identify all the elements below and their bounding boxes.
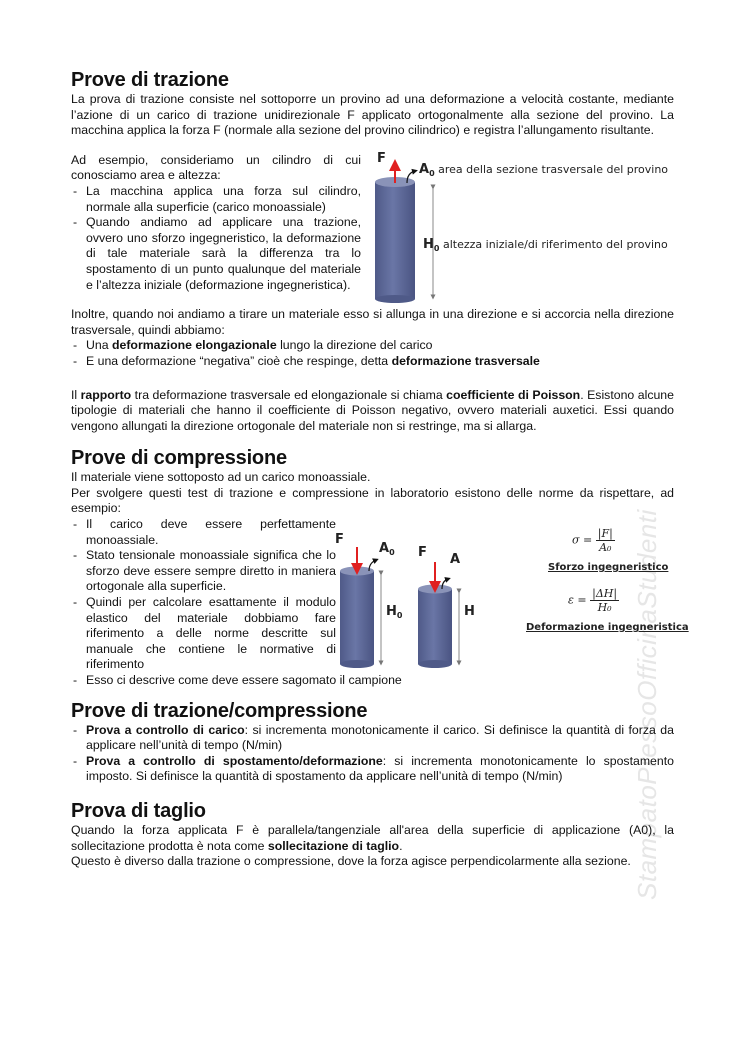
area-final-label: A: [450, 552, 461, 568]
list-item: - Quindi per calcolare esattamente il modulo elastico del materiale dobbiamo fare riferimento a delle norme descritte sul manuale che contiene le normative di riferimento: [71, 595, 336, 673]
list-item: - Quando andiamo ad applicare una trazione, ovvero uno sforzo ingegneristico, la deformazione di tale materiale sarà la differenza tra lo spostamento di un punto qualunque del materiale e l’altezza iniziale (deformazione ingegneristica).: [71, 215, 361, 293]
force-label: F: [418, 545, 427, 561]
section-title-trazione-compressione: Prove di trazione/compressione: [71, 699, 368, 722]
taglio-paragraph-1: Quando la forza applicata F è parallela/tangenziale all'area della superficie di applicazione (A0), la sollecitazione prodotta è nota come sollecitazione di taglio.: [71, 822, 674, 853]
poisson-paragraph: Il rapporto tra deformazione trasversale ed elongazionale si chiama coefficiente di Poisson. Esistono alcune tipologie di materiali che hanno il coefficiente di Poisson negativo, ovvero materiali auxetici. Essi quando vengono allungati la direzione ortogonale del materiale non si restringe, ma si allarga.: [71, 387, 674, 433]
cylinder-compressed: [418, 585, 452, 669]
trazione-more: Inoltre, quando noi andiamo a tirare un materiale esso si allunga in una direzione e si accorcia nella direzione trasversale, quindi abbiamo:: [71, 307, 674, 337]
taglio-paragraph-2: Questo è diverso dalla trazione o compressione, dove la forza agisce perpendicolarmente alla sezione.: [71, 854, 631, 869]
force-label: F: [377, 150, 386, 166]
section-title-trazione: Prove di trazione: [71, 69, 229, 91]
deformation-list: [71, 338, 674, 369]
area-initial-label: $A_0$: [379, 541, 395, 558]
formula-stress: σ = $\frac{|F|}{\text{A₀}}$: [572, 527, 613, 555]
list-item: - Stato tensionale monoassiale significa che lo sforzo deve essere sempre diretto in maniera ortogonale alla superficie.: [71, 548, 336, 595]
compressione-block: [71, 517, 689, 673]
list-item: - E una deformazione “negativa” cioè che respinge, detta deformazione trasversale: [71, 354, 674, 370]
height-label: $H_0$ altezza iniziale/di riferimento del provino: [423, 236, 668, 253]
watermark: StampatoPressoOfficinaStudenti: [632, 509, 662, 900]
compressione-list: [71, 517, 336, 673]
compressione-line1: Il materiale viene sottoposto ad un carico monoassiale.: [71, 470, 371, 485]
tensile-figure: [361, 150, 674, 293]
height-final-label: H: [464, 604, 475, 620]
formula-strain-caption: Deformazione ingegneristica: [526, 622, 689, 634]
list-item: - Una deformazione elongazionale lungo la direzione del carico: [71, 338, 674, 354]
trazione-example-intro: Ad esempio, consideriamo un cilindro di cui conosciamo area e altezza:: [71, 152, 361, 183]
cylinder-initial: [340, 567, 374, 669]
list-item: - Il carico deve essere perfettamente monoassiale.: [71, 517, 336, 548]
list-item: - Esso ci descrive come deve essere sagomato il campione: [71, 673, 674, 689]
list-item: - Prova a controllo di carico: si incrementa monotonicamente il carico. Si definisce la quantità di forza da applicare nell’unità di tempo (N/min): [71, 723, 674, 754]
height-initial-label: $H_0$: [386, 604, 403, 621]
list-item: - La macchina applica una forza sul cilindro, normale alla superficie (carico monoassiale): [71, 184, 361, 215]
formula-stress-caption: Sforzo ingegneristico: [548, 562, 669, 574]
list-item: - Prova a controllo di spostamento/deformazione: si incrementa monotonicamente lo spostamento imposto. Si definisce la quantità di spostamento da applicare nell’unità di tempo (N/min): [71, 754, 674, 785]
document-page: [71, 68, 689, 870]
trazione-example-list: [71, 184, 361, 293]
section-title-compressione: Prove di compressione: [71, 447, 287, 470]
test-control-list: [71, 723, 674, 785]
area-label: $A_0$ area della sezione trasversale del provino: [419, 161, 669, 178]
force-label: F: [335, 532, 344, 548]
compression-figure: [335, 517, 689, 673]
trazione-intro: La prova di trazione consiste nel sottoporre un provino ad una deformazione a velocità costante, mediante l’azione di un carico di trazione unidirezionale F applicato ortogonalmente alla sezione del provino. La macchina applica la forza F (normale alla sezione del provino cilindrico) e registra l’allungamento risultante.: [71, 92, 674, 138]
trazione-example-block: [71, 150, 674, 293]
cylinder: [375, 177, 415, 303]
section-title-taglio: Prova di taglio: [71, 799, 206, 822]
formula-strain: ε = $\frac{|\Delta H|}{\text{H₀}}$: [568, 587, 618, 615]
compressione-line2: Per svolgere questi test di trazione e compressione in laboratorio esistono delle norme da rispettare, ad esempio:: [71, 485, 674, 516]
